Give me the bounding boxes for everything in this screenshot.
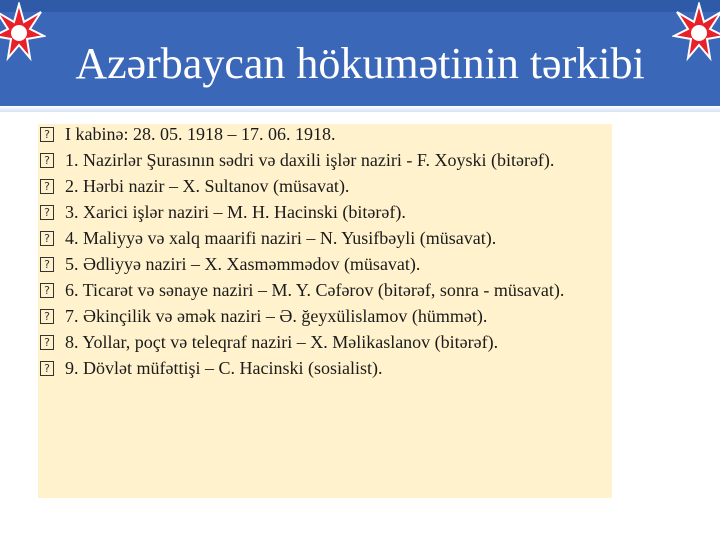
list-item-text: 9. Dövlət müfəttişi – C. Hacinski (sosialist). [65, 358, 383, 378]
bullet-box-icon: ? [40, 361, 54, 376]
header-band [0, 0, 720, 12]
list-item [38, 150, 612, 171]
list-item [38, 202, 612, 223]
page-title: Azərbaycan hökumətinin tərkibi [75, 39, 645, 88]
list-item [38, 306, 612, 327]
list-item [38, 358, 612, 379]
list-item-text: 5. Ədliyyə naziri – X. Xasməmmədov (müsavat). [65, 254, 421, 274]
content-box [38, 124, 612, 498]
bullet-box-icon: ? [40, 309, 54, 324]
list-item-text: 8. Yollar, poçt və teleqraf naziri – X. Məlikaslanov (bitərəf). [65, 332, 499, 352]
list-item [38, 228, 612, 249]
red-star-icon [672, 2, 720, 62]
bullet-box-icon: ? [40, 231, 54, 246]
header-divider [0, 106, 720, 112]
list-item [38, 176, 612, 197]
list-item-text: 4. Maliyyə və xalq maarifi naziri – N. Yusifbəyli (müsavat). [65, 228, 497, 248]
bullet-box-icon: ? [40, 283, 54, 298]
bullet-box-icon: ? [40, 257, 54, 272]
list-item [38, 124, 612, 145]
bullet-box-icon: ? [40, 127, 54, 142]
list-item-text: 6. Ticarət və sənaye naziri – M. Y. Cəfərov (bitərəf, sonra - müsavat). [65, 280, 565, 300]
list-item [38, 280, 612, 301]
bullet-box-icon: ? [40, 179, 54, 194]
bullet-box-icon: ? [40, 335, 54, 350]
bullet-box-icon: ? [40, 205, 54, 220]
list-item-text: 1. Nazirlər Şurasının sədri və daxili işlər naziri - F. Xoyski (bitərəf). [65, 150, 555, 170]
list-item-text: 3. Xarici işlər naziri – M. H. Hacinski (bitərəf). [65, 202, 406, 222]
list-item [38, 254, 612, 275]
list-item-text: I kabinə: 28. 05. 1918 – 17. 06. 1918. [65, 124, 336, 144]
list-item-text: 7. Əkinçilik və əmək naziri – Ə. ğeyxülislamov (hümmət). [65, 306, 488, 326]
list-item [38, 332, 612, 353]
title-bar [0, 0, 720, 106]
cabinet-list [38, 124, 612, 384]
red-star-icon [0, 2, 46, 62]
bullet-box-icon: ? [40, 153, 54, 168]
list-item-text: 2. Hərbi nazir – X. Sultanov (müsavat). [65, 176, 350, 196]
